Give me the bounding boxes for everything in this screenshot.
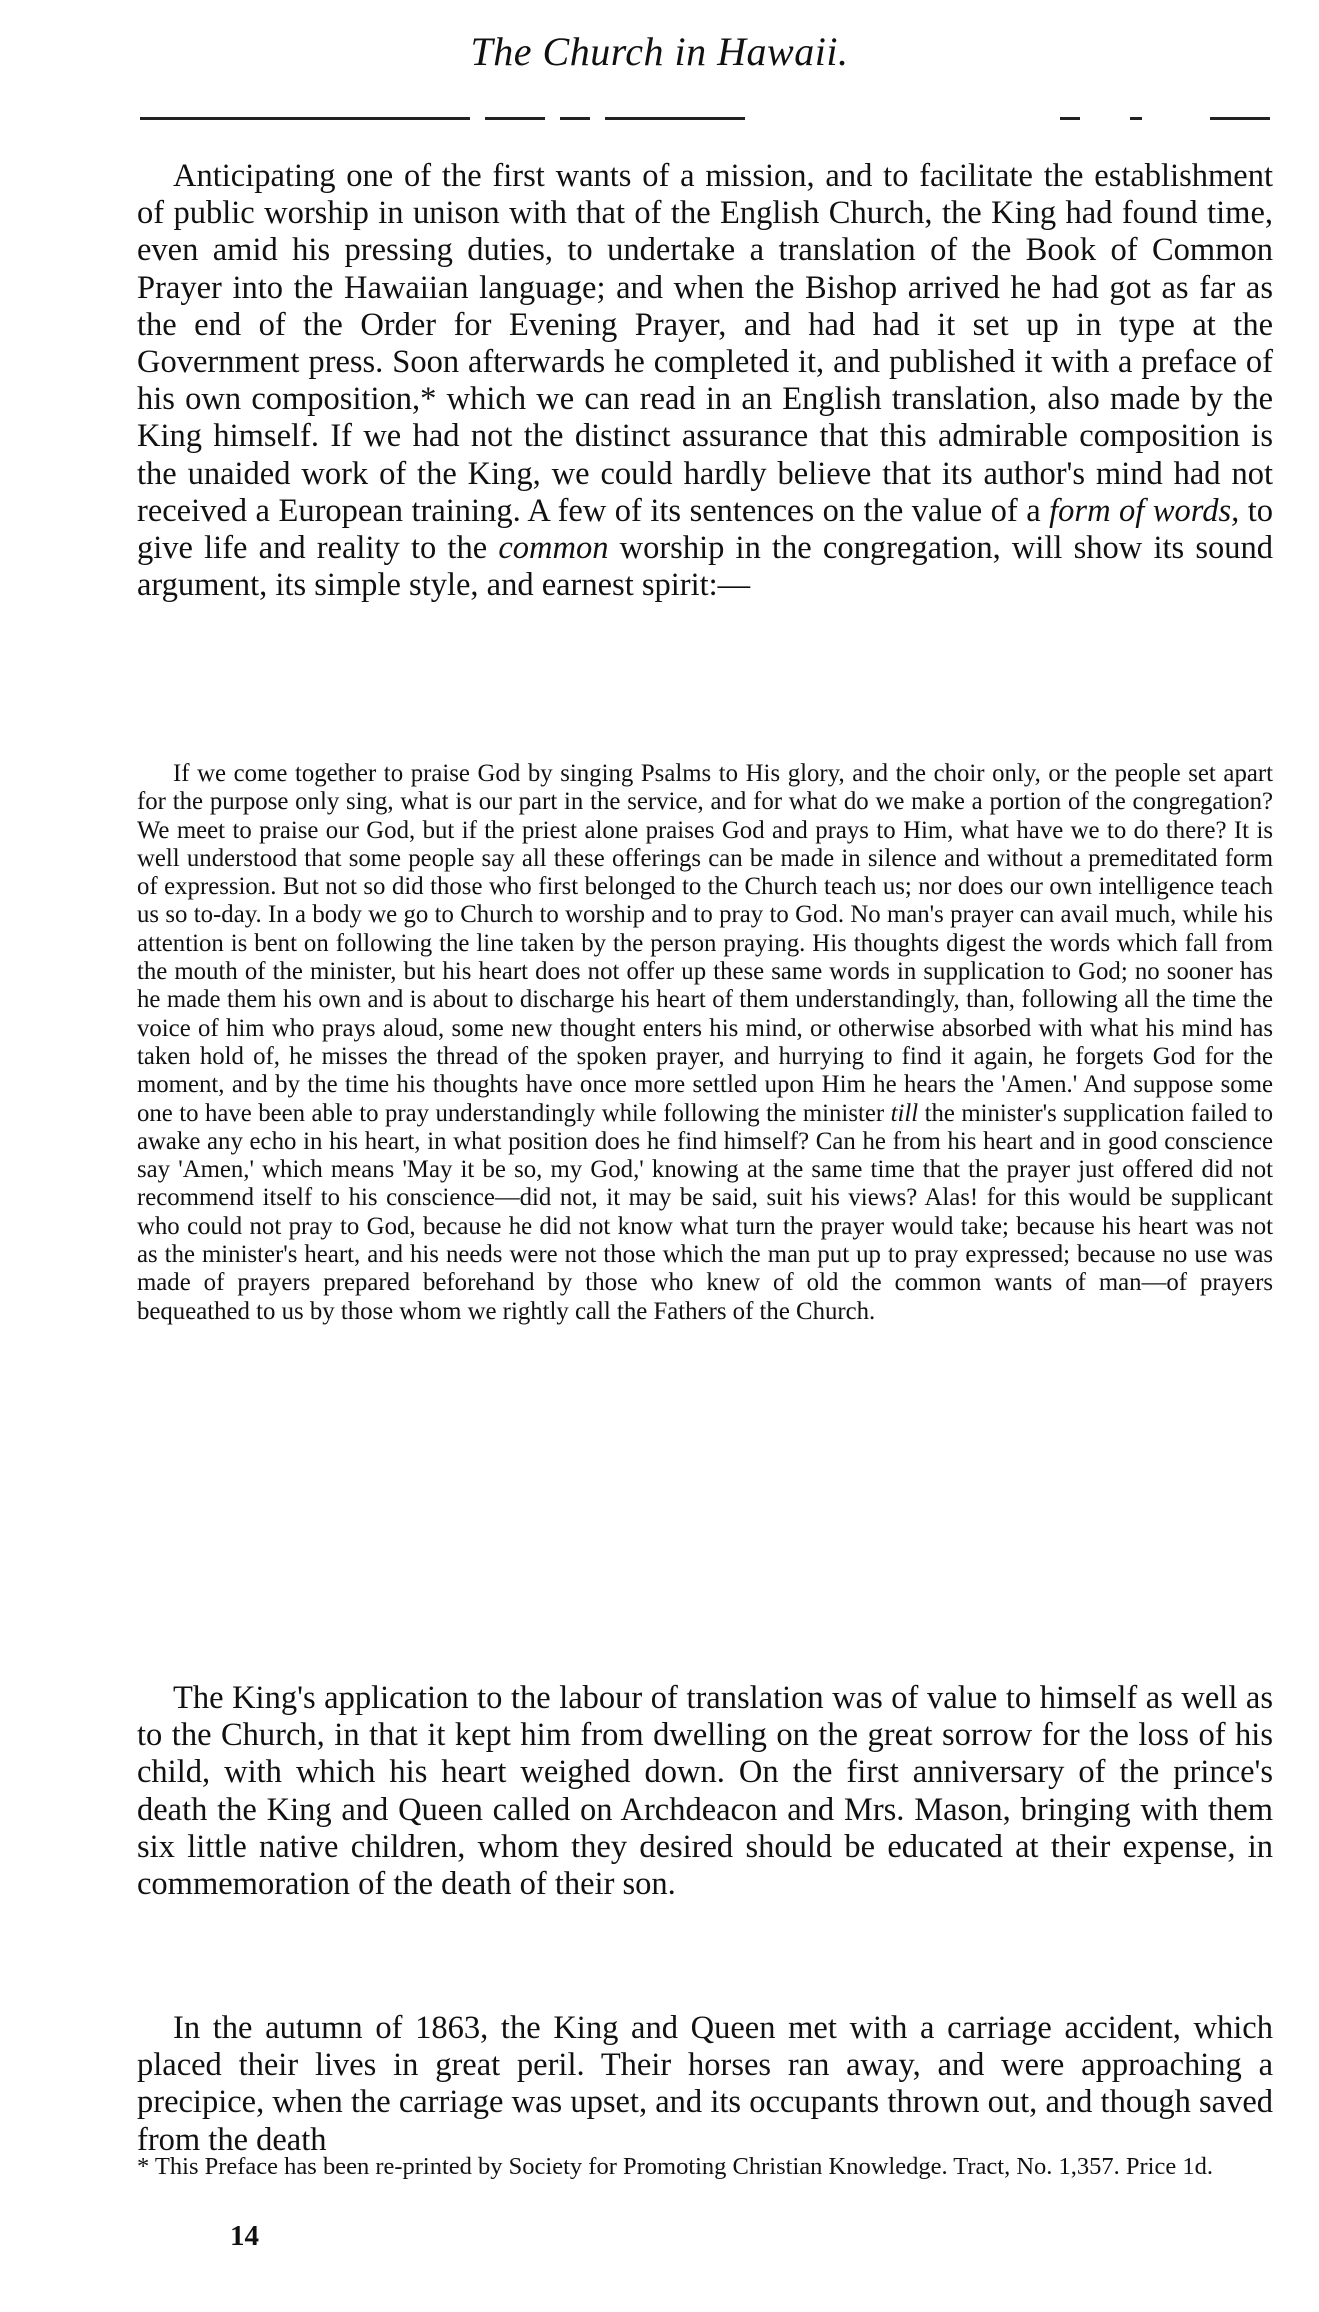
- rule-segment: [140, 117, 470, 120]
- quote-text: If we come together to praise God by singing Psalms to His glory, and the choir only, or the people set apart for the purpose only sing, what is our part in the service, and for what do we make a portion of the congregation? We meet to praise our God, but if the priest alone praises God and prays to Him, what have we to do there? It is well understood that some people say all these offerings can be made in silence and without a premeditated form of expression. But not so did those who first belonged to the Church teach us; nor does our own intelligence teach us so to-day. In a body we go to Church to worship and to pray to God. No man's prayer can avail much, while his attention is bent on following the line taken by the person praying. His thoughts digest the words which fall from the mouth of the minister, but his heart does not offer up these same words in supplication to God; no sooner has he made them his own and is about to discharge his heart of them understandingly, than, following all the time the voice of him who prays aloud, some new thought enters his mind, or otherwise absorbed with what his mind has taken hold of, he misses the thread of the spoken prayer, and hurrying to find it again, he forgets God for the moment, and by the time his thoughts have once more settled upon Him he hears the 'Amen.' And suppose some one to have been able to pray understandingly while following the minister: [137, 760, 1273, 1127]
- quoted-preface: [137, 760, 1273, 1326]
- rule-segment: [560, 117, 590, 120]
- body-paragraph: In the autumn of 1863, the King and Queen met with a carriage accident, which placed their lives in great peril. Their horses ran away, and were approaching a precipice, when the carriage was upset, and its occupants thrown out, and though saved from the death: [137, 2010, 1273, 2158]
- rule-segment: [1210, 117, 1270, 120]
- quote-text: the minister's supplication failed to awake any echo in his heart, in what position does he find himself? Can he from his heart and in good conscience say 'Amen,' which means 'May it be so, my God,' knowing at the same time that the prayer just offered did not recommend itself to his conscience—did not, it may be said, suit his views? Alas! for this would be supplicant who could not pray to God, because he did not know what turn the prayer would take; because his heart was not as the minister's heart, and his needs were not those which the man put up to pray expressed; because no use was made of prayers prepared beforehand by those who knew of old the common wants of man—of prayers bequeathed to us by those whom we rightly call the Fathers of the Church.: [137, 1099, 1273, 1325]
- footnote: * This Preface has been re-printed by Society for Promoting Christian Knowledge. Tract, No. 1,357. Price 1d.: [137, 2153, 1213, 2180]
- body-paragraph: The King's application to the labour of translation was of value to himself as well as to the Church, in that it kept him from dwelling on the great sorrow for the loss of his child, with which his heart weighed down. On the first anniversary of the prince's death the King and Queen called on Archdeacon and Mrs. Mason, bringing with them six little native children, whom they desired should be educated at their expense, in commemoration of the death of their son.: [137, 1680, 1273, 1903]
- rule-segment: [1130, 117, 1142, 120]
- italic-phrase: form of words,: [1049, 492, 1240, 529]
- rule-segment: [485, 117, 545, 120]
- paragraph-text: worship in the congregation, will show its sound argument, its simple style, and earnest spirit:—: [137, 530, 1273, 604]
- paragraph-text: to give life and reality to the: [137, 492, 1273, 567]
- paragraph-text: Anticipating one of the first wants of a mission, and to facilitate the establishment of public worship in unison with that of the English Church, the King had found time, even amid his pressing duties, to undertake a translation of the Book of Common Prayer into the Hawaiian language; and when the Bishop arrived he had got as far as the end of the Order for Evening Prayer, and had had it set up in type at the Government press. Soon afterwards he completed it, and published it with a preface of his own composition,* which we can read in an English translation, also made by the King himself. If we had not the distinct assurance that this admirable composition is the unaided work of the King, we could hardly believe that its author's mind had not received a European training. A few of its sentences on the value of a: [137, 158, 1273, 529]
- rule-segment: [605, 117, 745, 120]
- running-title: The Church in Hawaii.: [470, 29, 849, 74]
- body-paragraph: [137, 158, 1273, 604]
- italic-phrase: common: [498, 530, 609, 567]
- rule-segment: [1060, 117, 1080, 120]
- italic-word: till: [890, 1099, 919, 1127]
- page-number: 14: [230, 2220, 259, 2252]
- header-rule: [140, 117, 1270, 120]
